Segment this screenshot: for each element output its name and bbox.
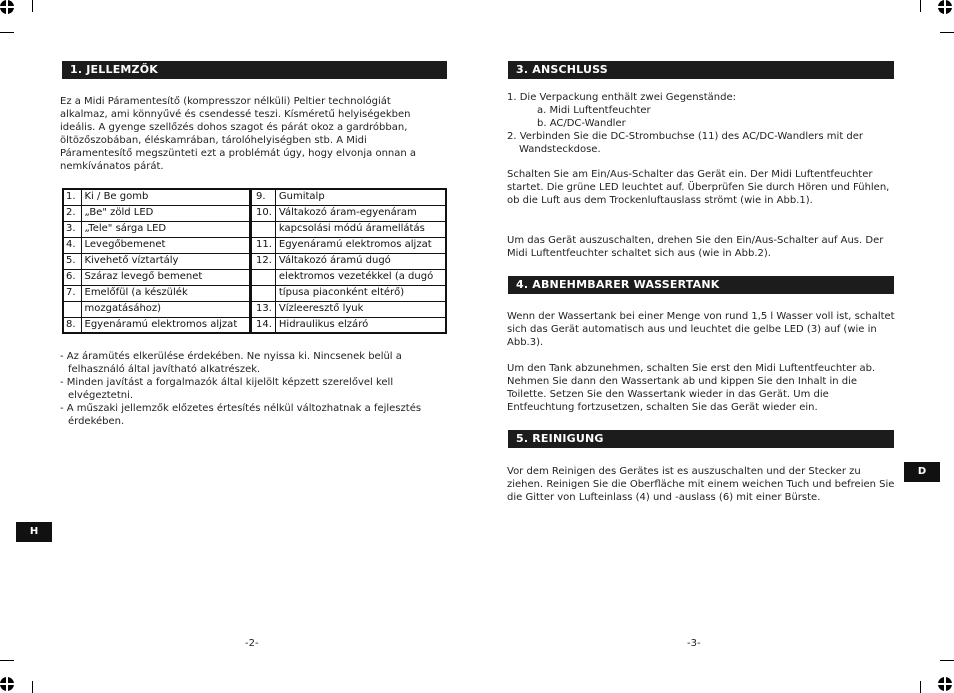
item-number: 13.	[250, 301, 275, 317]
item-label: Hidraulikus elzáró	[278, 318, 369, 330]
table-row	[63, 189, 446, 205]
item-number	[250, 221, 275, 237]
item-label: típusa piaconként eltérő)	[278, 287, 405, 298]
item-label: Váltakozó áram-egyenáram	[278, 207, 417, 218]
item-number: 7.	[63, 285, 81, 301]
list-item: - Az áramütés elkerülése érdekében. Ne nyissa ki. Nincsenek belül a felhasználó által javítható alkatrészek.	[60, 351, 402, 375]
item-label: Emelőfül (a készülék	[81, 285, 250, 301]
connection-switch-on: Schalten Sie am Ein/Aus-Schalter das Gerät ein. Der Midi Luftentfeuchter startet. Die grüne LED leuchtet auf. Überprüfen Sie durch Hören und Fühlen, ob die Luft aus dem Trockenluftauslass strömt (wie in Abb.1).	[507, 169, 890, 206]
cleaning-instructions: Vor dem Reinigen des Gerätes ist es auszuschalten und der Stecker zu ziehen. Reinigen Sie die Oberfläche mit einem weichen Tuch und befreien Sie die Gitter von Lufteinlass (4) und -auslass (6) mit einer Bürste.	[507, 466, 895, 503]
table-row	[63, 285, 446, 301]
section-heading-features: 1. JELLEMZŐK	[62, 61, 447, 79]
crop-mark	[32, 681, 33, 693]
registration-mark-bottom-left	[0, 677, 14, 691]
item-number: 4.	[63, 237, 81, 253]
crop-mark	[0, 660, 14, 661]
item-label: Levegőbemenet	[81, 237, 250, 253]
item-number: 12.	[250, 253, 275, 269]
list-item: 1. Die Verpackung enthält zwei Gegenstände:	[507, 92, 737, 103]
list-item: - Minden javítást a forgalmazók által kijelölt képzett szerelővel kell elvégeztetni.	[60, 377, 394, 401]
item-number: 2.	[63, 205, 81, 221]
item-label: Váltakozó áramú dugó	[278, 255, 391, 266]
features-intro	[60, 95, 460, 173]
item-number: 9.	[250, 189, 275, 205]
intro-line: öltözőszobában, éléskamrában, tárolóhelyiségben stb. A Midi	[60, 135, 367, 146]
item-label: Egyenáramú elektromos aljzat	[81, 317, 250, 333]
intro-line: ideális. A gyenge szellőzés dohos szagot és párát okoz a gardróbban,	[60, 122, 408, 133]
language-tab-german: D	[904, 462, 940, 482]
connection-switch-off: Um das Gerät auszuschalten, drehen Sie den Ein/Aus-Schalter auf Aus. Der Midi Luftentfeuchter schaltet sich aus (wie in Abb.2).	[507, 235, 884, 259]
item-number: 3.	[63, 221, 81, 237]
item-number: 11.	[250, 237, 275, 253]
item-number: 14.	[250, 317, 275, 333]
connection-steps	[507, 91, 907, 156]
list-item: a. Midi Luftentfeuchter	[537, 105, 651, 116]
item-number: 10.	[250, 205, 275, 221]
page-number-right: -3-	[687, 638, 701, 649]
registration-mark-top-right	[938, 0, 952, 14]
item-number	[63, 301, 81, 317]
item-number	[250, 269, 275, 285]
list-item: - A műszaki jellemzők előzetes értesítés nélkül változhatnak a fejlesztés érdekében.	[60, 403, 422, 427]
table-row	[63, 221, 446, 237]
crop-mark	[940, 660, 954, 661]
section-heading-water-tank: 4. ABNEHMBARER WASSERTANK	[508, 276, 894, 294]
item-label: „Tele" sárga LED	[81, 221, 250, 237]
list-item: b. AC/DC-Wandler	[537, 118, 626, 129]
item-number: 1.	[63, 189, 81, 205]
water-tank-full: Wenn der Wassertank bei einer Menge von rund 1,5 l Wasser voll ist, schaltet sich das Gerät automatisch aus und leuchtet die gelbe LED (3) auf (wie in Abb.3).	[507, 311, 895, 348]
crop-mark	[0, 32, 14, 33]
page-number-left: -2-	[245, 638, 259, 649]
table-row	[63, 237, 446, 253]
intro-line: Páramentesítő megszünteti ezt a problémát úgy, hogy elvonja onnan a	[60, 148, 417, 159]
list-item: 2. Verbinden Sie die DC-Strombuchse (11) des AC/DC-Wandlers mit der Wandsteckdose.	[507, 131, 864, 155]
item-number	[250, 285, 275, 301]
section-heading-cleaning: 5. REINIGUNG	[508, 430, 894, 448]
section-heading-connection: 3. ANSCHLUSS	[508, 61, 894, 79]
language-tab-hungarian: H	[16, 522, 52, 542]
table-row	[63, 301, 446, 317]
safety-notes	[60, 350, 460, 428]
table-row	[63, 269, 446, 285]
item-label: Ki / Be gomb	[81, 189, 250, 205]
registration-mark-bottom-right	[938, 677, 952, 691]
table-row	[63, 253, 446, 269]
item-label: Száraz levegő bemenet	[81, 269, 250, 285]
intro-line: nemkívánatos párát.	[60, 161, 164, 172]
item-label: Kivehető víztartály	[81, 253, 250, 269]
crop-mark	[940, 32, 954, 33]
item-label: Vízleeresztő lyuk	[278, 303, 364, 314]
registration-mark-top-left	[0, 0, 14, 14]
item-label: elektromos vezetékkel (a dugó	[278, 271, 434, 282]
item-label: Gumitalp	[278, 191, 325, 203]
table-row	[63, 205, 446, 221]
crop-mark	[32, 0, 33, 12]
item-number: 8.	[63, 317, 81, 333]
item-number: 6.	[63, 269, 81, 285]
table-row	[63, 317, 446, 333]
item-label: kapcsolási módú áramellátás	[278, 223, 425, 234]
item-number: 5.	[63, 253, 81, 269]
item-label: Egyenáramú elektromos aljzat	[278, 239, 432, 250]
intro-line: Ez a Midi Páramentesítő (kompresszor nélküli) Peltier technológiát	[60, 96, 391, 107]
crop-mark	[920, 681, 921, 693]
features-table	[62, 188, 447, 334]
crop-mark	[920, 0, 921, 12]
item-label: mozgatásához)	[81, 301, 250, 317]
water-tank-remove: Um den Tank abzunehmen, schalten Sie erst den Midi Luftentfeuchter ab. Nehmen Sie dann den Wassertank ab und kippen Sie den Inhalt in die Toilette. Setzen Sie den Wassertank wieder in das Gerät. Um die Entfeuchtung fortzusetzen, schalten Sie das Gerät wieder ein.	[507, 363, 876, 413]
intro-line: alkalmaz, ami könnyűvé és csendessé teszi. Kísméretű helyiségekben	[60, 109, 411, 120]
item-label: „Be" zöld LED	[81, 205, 250, 221]
